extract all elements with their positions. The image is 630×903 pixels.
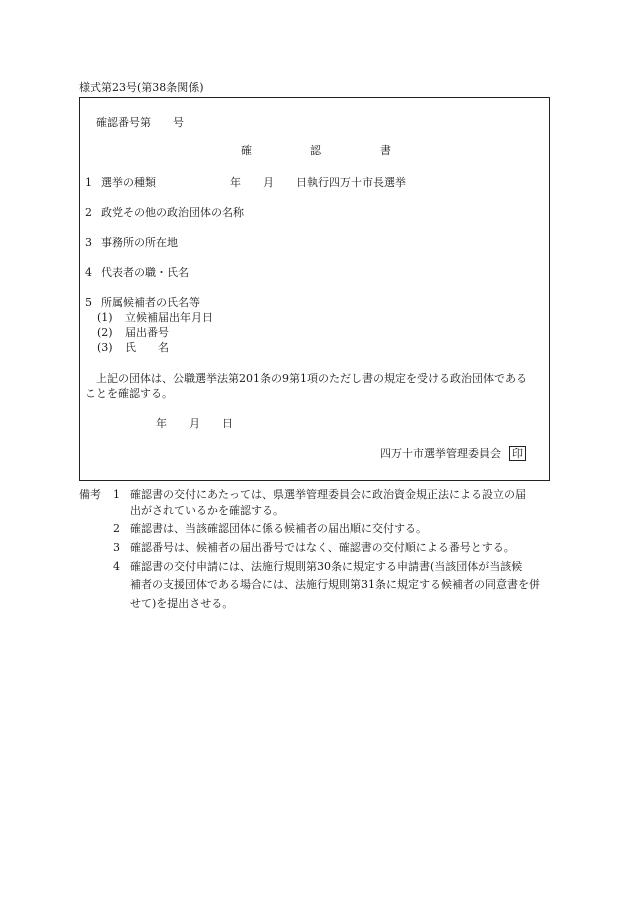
item-5-number: 5 (85, 296, 92, 309)
statement-line-2: ことを確認する。 (85, 387, 173, 400)
statement-line-1: 上記の団体は、公職選挙法第201条の9第1項のただし書の規定を受ける政治団体である (96, 372, 527, 385)
note-1-line-1: 確認書の交付にあたっては、県選挙管理委員会に政治資金規正法による設立の届 (130, 488, 526, 501)
item-2-label: 政党その他の政治団体の名称 (101, 206, 244, 219)
certificate-number-label: 確認番号第 号 (96, 116, 184, 129)
item-3-number: 3 (85, 236, 92, 249)
note-4-line-3: せて)を提出させる。 (130, 597, 234, 610)
election-date: 年 月 日執行四万十市長選挙 (230, 176, 406, 189)
subitem-3-number: (3) (97, 341, 113, 354)
item-3-label: 事務所の所在地 (101, 236, 178, 249)
item-4-number: 4 (85, 266, 92, 279)
item-2-number: 2 (85, 206, 92, 219)
note-4-line-2: 補者の支援団体である場合には、法施行規則第31条に規定する候補者の同意書を併 (130, 578, 540, 591)
subitem-3-label: 氏 名 (125, 341, 169, 354)
item-1-label: 選挙の種類 (101, 176, 156, 189)
note-2-line-1: 確認書は、当該確認団体に係る候補者の届出順に交付する。 (130, 522, 427, 535)
item-4-label: 代表者の職・氏名 (101, 266, 189, 279)
subitem-1-label: 立候補届出年月日 (125, 311, 213, 324)
note-1-line-2: 出がされているかを確認する。 (130, 504, 284, 517)
note-4-line-1: 確認書の交付申請には、法施行規則第30条に規定する申請書(当該団体が当該候 (130, 560, 523, 573)
title-char-2: 認 (310, 144, 321, 157)
subitem-1-number: (1) (97, 311, 113, 324)
item-5-label: 所属候補者の氏名等 (101, 296, 200, 309)
form-label: 様式第23号(第38条関係) (79, 81, 204, 94)
seal-stamp: 印 (509, 446, 526, 461)
title-char-3: 書 (380, 144, 391, 157)
subitem-2-label: 届出番号 (125, 326, 169, 339)
note-3-line-1: 確認番号は、候補者の届出番号ではなく、確認書の交付順による番号とする。 (130, 541, 515, 554)
item-1-number: 1 (85, 176, 92, 189)
issuer-block (380, 446, 526, 461)
issuer-name: 四万十市選挙管理委員会 (380, 447, 501, 460)
note-3-number: 3 (113, 541, 120, 554)
note-4-number: 4 (113, 560, 120, 573)
issue-date-line: 年 月 日 (156, 417, 233, 430)
note-2-number: 2 (113, 522, 120, 535)
title-char-1: 確 (241, 144, 252, 157)
notes-heading: 備考 (79, 488, 101, 501)
note-1-number: 1 (113, 488, 120, 501)
subitem-2-number: (2) (97, 326, 113, 339)
